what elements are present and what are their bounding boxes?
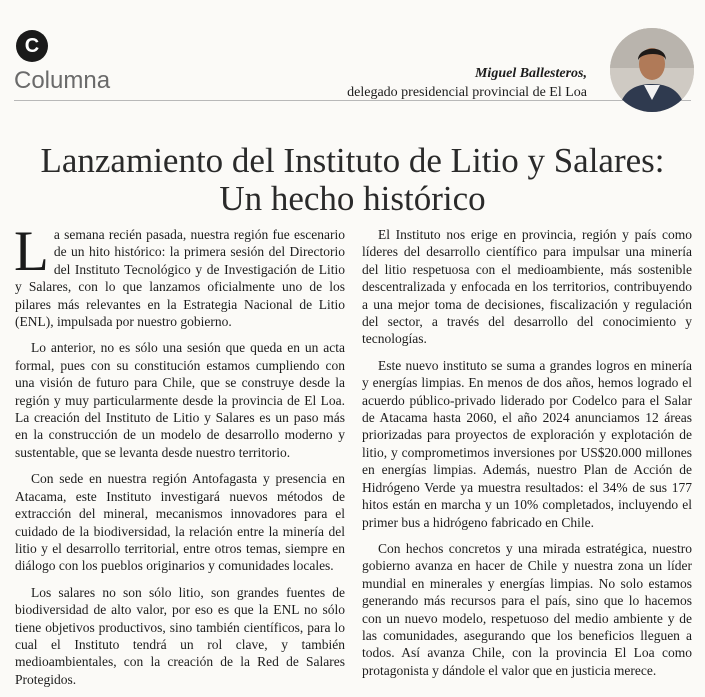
paragraph <box>14 220 345 330</box>
paragraph: Este nuevo instituto se suma a grandes logros en minería y energías limpias. En menos de dos años, hemos logrado el acuerdo público-privado liderado por Codelco para el Salar de Atacama hasta 2060, el año 2024 anunciamos 12 áreas priorizadas para proyectos de exploración y explotación de litio, y comprometimos inversiones por US$20.000 millones en energías limpias. Además, nuestro Plan de Acción de Hidrógeno Verde ya muestra resultados: el 34% de sus 177 hitos están en marcha y un 10% completados, incluyendo el primer bus a hidrógeno fabricado en Chile. <box>362 357 692 530</box>
paragraph: Los salares no son sólo litio, son grandes fuentes de biodiversidad de alto valor, por eso es que la ENL no sólo tiene objetivos productivos, sino también científicos, para lo cual el Instituto tendrá un rol clave, y también medioambientales, con la creación de la Red de Salares Protegidos. <box>15 584 345 687</box>
body-column-left <box>14 220 345 697</box>
author-name: Miguel Ballesteros, <box>474 66 587 81</box>
paragraph: El Instituto nos erige en provincia, región y país como líderes del desarrollo científico para impulsar una minería del litio respetuosa con el medioambiente, más sostenible descentralizada y enfocada en los territorios, contribuyendo a una mejor toma de decisiones, fiscalización y regulación del sector, a través del desarrollo del conocimiento y tecnologías. <box>362 227 692 347</box>
section-badge: C <box>16 30 48 62</box>
author-photo <box>610 28 694 112</box>
author-role: delegado presidencial provincial de El Loa <box>347 85 587 100</box>
paragraph: Lo anterior, no es sólo una sesión que queda en un acta formal, pues con su constitución estamos cumpliendo con una visión de futuro para Chile, que se construye desde la región y muy particularmente desde la provincia de El Loa. La creación del Instituto de Litio y Salares es un paso más en la construcción de un modelo de desarrollo moderno y sustentable, que se levanta desde nuestro territorio. <box>15 340 345 460</box>
paragraph-text: a semana recién pasada, nuestra región fue escenario de un hito histórico: la primera sesión del Directorio del Instituto Tecnológico y de Investigación de Litio y Salares, con lo que lanzamos oficialmente uno de los pilares más relevantes en la Estrategia Nacional de Litio (ENL), impulsada por nuestro gobierno. <box>15 227 345 330</box>
headline <box>0 142 705 218</box>
section-label: Columna <box>14 67 111 94</box>
headline-line-1: Lanzamiento del Instituto de Litio y Salares: <box>40 141 665 180</box>
paragraph: Con hechos concretos y una mirada estratégica, nuestro gobierno avanza en hacer de Chile y nuestra zona un líder mundial en minerales y energías limpias. No solo estamos generando más recursos para el país, sino que lo hacemos con un nuevo modelo, respetuoso del medio ambiente y de las comunidades, asegurando que los beneficios lleguen a todos. Así avanza Chile, con la provincia El Loa como protagonista y dándole el valor que en justicia merece. <box>362 540 692 678</box>
author-portrait-icon <box>610 28 694 112</box>
author-byline <box>347 64 587 102</box>
body-column-right <box>362 226 692 688</box>
paragraph: Con sede en nuestra región Antofagasta y presencia en Atacama, este Instituto investigará nuevos métodos de extracción del mineral, mecanismos innovadores para el cuidado de la biodiversidad, la relación entre la minería del litio y el desarrollo territorial, entre otros temas, siempre en diálogo con los pueblos originarios y comunidades locales. <box>15 471 345 574</box>
drop-cap: L <box>14 220 49 283</box>
column-header <box>0 0 705 120</box>
headline-line-2: Un hecho histórico <box>219 179 486 218</box>
